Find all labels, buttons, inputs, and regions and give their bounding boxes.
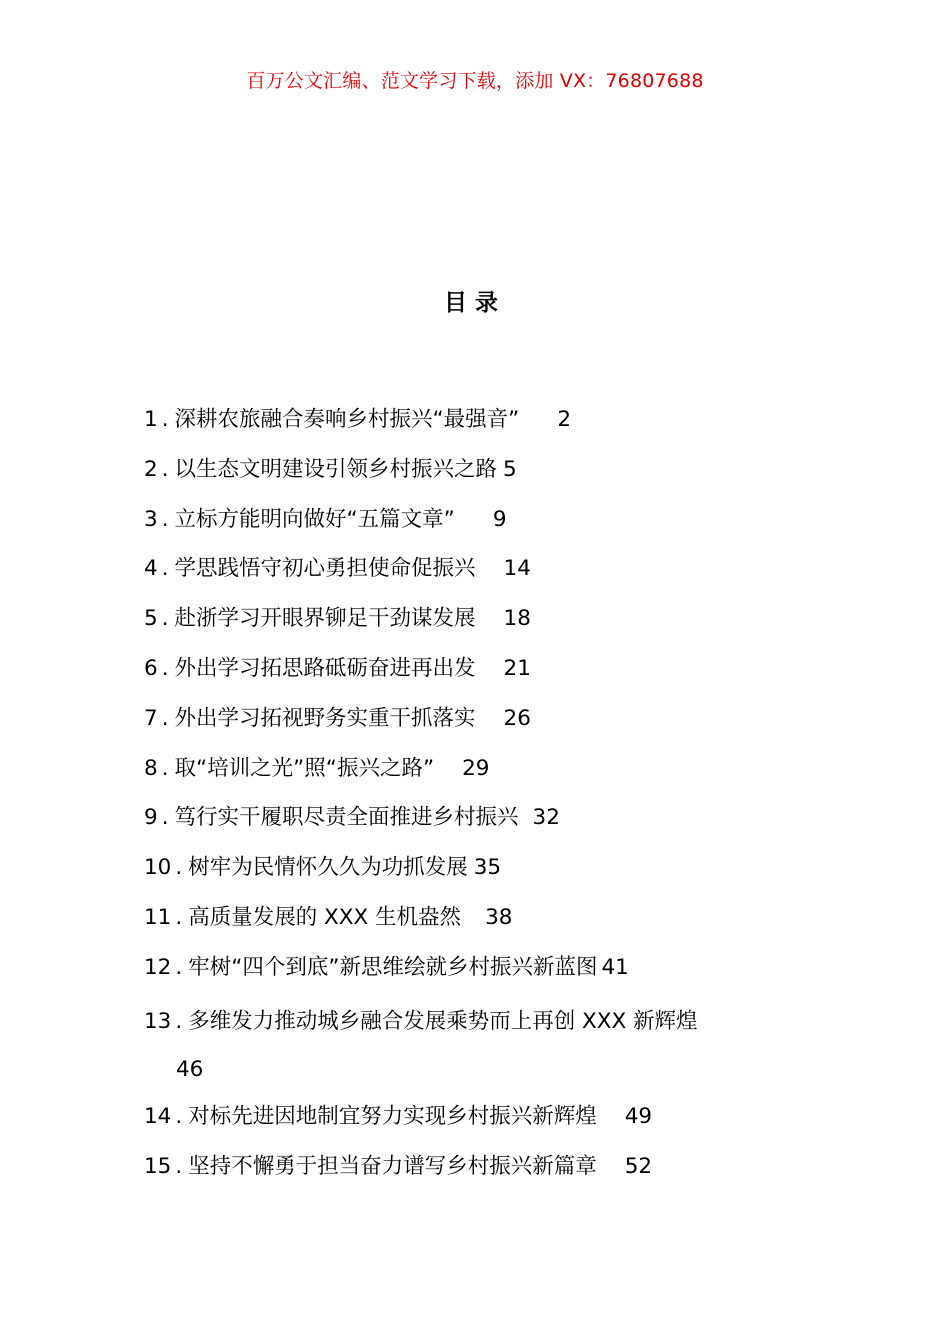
toc-item-number: 4 bbox=[144, 556, 158, 582]
toc-item-page: 5 bbox=[503, 456, 517, 482]
toc-item[interactable] bbox=[144, 1147, 824, 1197]
toc-item-separator: . bbox=[161, 655, 169, 681]
toc-item-number: 15 bbox=[144, 1153, 172, 1179]
toc-item-page: 29 bbox=[462, 755, 490, 781]
toc-item-separator: . bbox=[175, 904, 183, 930]
toc-item-page: 26 bbox=[503, 705, 531, 731]
toc-item-page: 41 bbox=[601, 954, 629, 980]
toc-item-page: 49 bbox=[624, 1104, 653, 1130]
toc-item-title: 对标先进因地制宜努力实现乡村振兴新辉煌 bbox=[188, 1104, 597, 1130]
toc-item-number: 5 bbox=[144, 606, 158, 632]
toc-item-title: 赴浙学习开眼界铆足干劲谋发展 bbox=[174, 606, 476, 632]
toc-item-page: 18 bbox=[503, 606, 531, 632]
toc-item-title: 牢树“四个到底”新思维绘就乡村振兴新蓝图 bbox=[188, 954, 598, 980]
toc-item[interactable] bbox=[144, 749, 824, 799]
toc-item-separator: . bbox=[175, 1104, 183, 1130]
toc-item-separator: . bbox=[161, 556, 169, 582]
toc-item-number: 13 bbox=[144, 1008, 172, 1034]
toc-item-title: 外出学习拓思路砥砺奋进再出发 bbox=[174, 655, 476, 681]
toc-item-title: 学思践悟守初心勇担使命促振兴 bbox=[174, 556, 476, 582]
toc-item-title: 立标方能明向做好“五篇文章” bbox=[174, 506, 455, 532]
toc-item[interactable] bbox=[144, 549, 824, 599]
toc-item[interactable] bbox=[144, 948, 824, 998]
toc-item-number: 6 bbox=[144, 655, 158, 681]
toc-item-separator: . bbox=[161, 506, 169, 532]
toc-item-number: 11 bbox=[144, 904, 172, 930]
toc-item-page: 21 bbox=[503, 655, 531, 681]
toc-item-separator: . bbox=[161, 705, 169, 731]
toc-item-title: 坚持不懈勇于担当奋力谱写乡村振兴新篇章 bbox=[188, 1153, 597, 1179]
toc-item-title: 取“培训之光”照“振兴之路” bbox=[174, 755, 435, 781]
toc-item[interactable] bbox=[144, 848, 824, 898]
toc-item-title: 树牢为民情怀久久为功抓发展 bbox=[188, 855, 468, 881]
toc-item-title: 深耕农旅融合奏响乡村振兴“最强音” bbox=[174, 407, 520, 432]
toc-item-separator: . bbox=[161, 407, 169, 432]
toc-item-separator: . bbox=[161, 755, 169, 781]
toc-item-separator: . bbox=[161, 805, 169, 831]
toc-item[interactable] bbox=[144, 599, 824, 649]
toc-item-page: 46 bbox=[176, 1056, 204, 1082]
toc-item-number: 10 bbox=[144, 855, 172, 881]
toc-item[interactable] bbox=[144, 798, 824, 848]
toc-item[interactable] bbox=[144, 998, 824, 1098]
toc-item-separator: . bbox=[161, 456, 169, 482]
toc-item-title: 笃行实干履职尽责全面推进乡村振兴 bbox=[174, 805, 519, 831]
toc-item-number: 9 bbox=[144, 805, 158, 831]
toc-item-title: 以生态文明建设引领乡村振兴之路 bbox=[174, 456, 498, 482]
toc-item-separator: . bbox=[175, 954, 183, 980]
toc-item[interactable] bbox=[144, 1097, 824, 1147]
table-of-contents bbox=[144, 400, 824, 1197]
toc-item-page: 52 bbox=[624, 1153, 653, 1179]
toc-item[interactable] bbox=[144, 400, 824, 450]
toc-item-title: 多维发力推动城乡融合发展乘势而上再创 XXX 新辉煌 bbox=[188, 1008, 698, 1034]
toc-item-number: 7 bbox=[144, 705, 158, 731]
toc-item-number: 8 bbox=[144, 755, 158, 781]
toc-item-separator: . bbox=[161, 606, 169, 632]
header-notice: 百万公文汇编、范文学习下载，添加 VX：76807688 bbox=[246, 70, 704, 92]
toc-item-number: 14 bbox=[144, 1104, 172, 1130]
toc-item-separator: . bbox=[175, 1008, 183, 1034]
toc-item-page: 38 bbox=[485, 904, 513, 930]
toc-item-title: 高质量发展的 XXX 生机盎然 bbox=[188, 904, 462, 930]
toc-item[interactable] bbox=[144, 649, 824, 699]
toc-item-title: 外出学习拓视野务实重干抓落实 bbox=[174, 705, 476, 731]
page-title: 目录 bbox=[444, 290, 506, 316]
toc-item-page: 32 bbox=[532, 805, 560, 831]
toc-item-page: 2 bbox=[557, 407, 571, 432]
toc-item-page: 9 bbox=[492, 506, 507, 532]
toc-item-page: 14 bbox=[503, 556, 531, 582]
toc-item-number: 12 bbox=[144, 954, 172, 980]
toc-item[interactable] bbox=[144, 500, 824, 550]
toc-item[interactable] bbox=[144, 450, 824, 500]
toc-item-number: 2 bbox=[144, 456, 158, 482]
toc-item-page: 35 bbox=[473, 855, 502, 881]
toc-item-number: 3 bbox=[144, 506, 158, 532]
toc-item[interactable] bbox=[144, 699, 824, 749]
toc-item[interactable] bbox=[144, 898, 824, 948]
toc-item-separator: . bbox=[175, 855, 183, 881]
toc-item-number: 1 bbox=[144, 407, 158, 432]
toc-item-separator: . bbox=[175, 1153, 183, 1179]
